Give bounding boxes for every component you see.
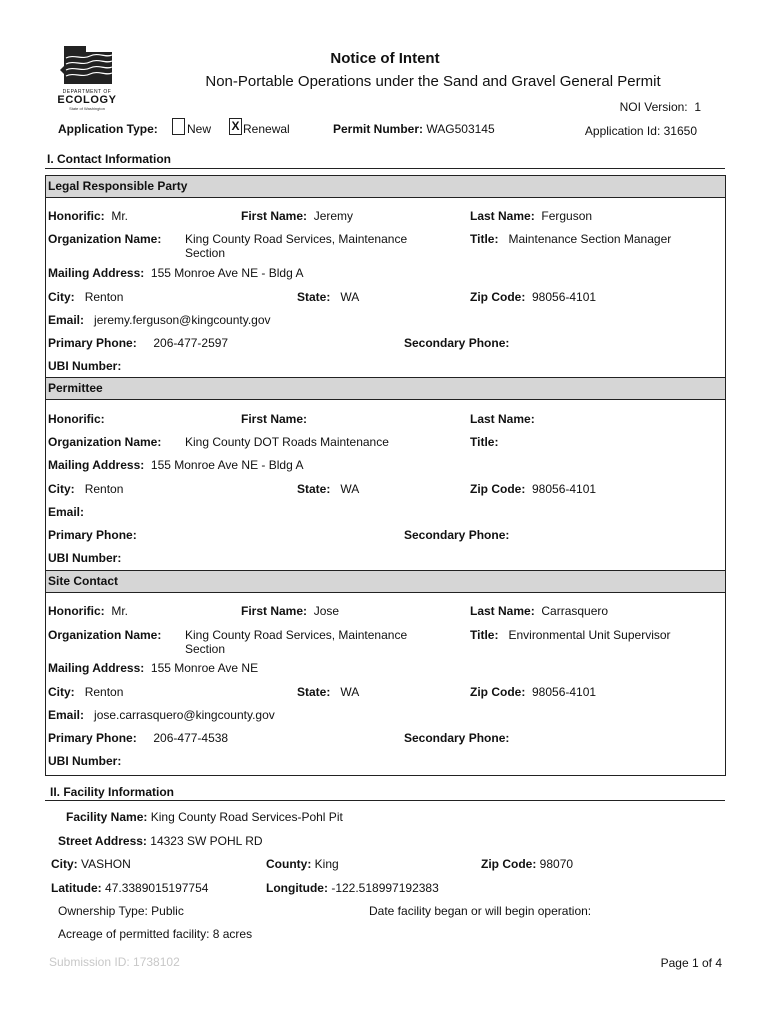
facility-latitude: Latitude: 47.3389015197754 xyxy=(51,881,209,895)
ecology-logo: DEPARTMENT OF ECOLOGY State of Washington xyxy=(56,44,118,111)
permittee-primary-phone: Primary Phone: xyxy=(48,528,137,542)
site-email: Email: jose.carrasquero@kingcounty.gov xyxy=(48,708,275,722)
legal-city: City: Renton xyxy=(48,290,124,304)
site-first-name: First Name: Jose xyxy=(241,604,340,618)
legal-honorific: Honorific: Mr. xyxy=(48,209,129,223)
facility-ownership: Ownership Type: Public xyxy=(58,904,184,918)
site-title: Title: Environmental Unit Supervisor xyxy=(470,628,671,642)
permittee-state: State: WA xyxy=(297,482,360,496)
permittee-title: Title: xyxy=(470,435,499,449)
renewal-checkbox[interactable]: X xyxy=(229,118,242,135)
legal-org-line1: King County Road Services, Maintenance xyxy=(185,232,408,246)
section-divider xyxy=(45,800,725,801)
facility-name: Facility Name: King County Road Services-Pohl Pit xyxy=(66,810,343,824)
facility-date-began: Date facility began or will begin operation: xyxy=(369,904,592,918)
permittee-first-name: First Name: xyxy=(241,412,308,426)
site-state: State: WA xyxy=(297,685,360,699)
permittee-city: City: Renton xyxy=(48,482,124,496)
legal-secondary-phone: Secondary Phone: xyxy=(404,336,510,350)
facility-longitude: Longitude: -122.518997192383 xyxy=(266,881,439,895)
facility-city: City: VASHON xyxy=(51,857,131,871)
permittee-email: Email: xyxy=(48,505,85,519)
site-contact-band: Site Contact xyxy=(45,570,726,593)
facility-acreage: Acreage of permitted facility: 8 acres xyxy=(58,927,253,941)
legal-email: Email: jeremy.ferguson@kingcounty.gov xyxy=(48,313,271,327)
site-org-label: Organization Name: xyxy=(48,628,162,642)
facility-zip: Zip Code: 98070 xyxy=(481,857,574,871)
site-honorific: Honorific: Mr. xyxy=(48,604,129,618)
permittee-last-name: Last Name: xyxy=(470,412,535,426)
facility-county: County: King xyxy=(266,857,339,871)
permittee-org: King County DOT Roads Maintenance xyxy=(185,435,389,449)
noi-version: NOI Version: 1 xyxy=(619,100,701,114)
permittee-ubi: UBI Number: xyxy=(48,551,122,565)
section-facility-heading: II. Facility Information xyxy=(50,785,175,799)
section-contact-heading: I. Contact Information xyxy=(47,152,171,166)
section-divider xyxy=(45,168,725,169)
permit-number: Permit Number: WAG503145 xyxy=(333,122,495,136)
permittee-zip: Zip Code: 98056-4101 xyxy=(470,482,597,496)
site-org-line2: Section xyxy=(185,642,226,656)
new-checkbox[interactable] xyxy=(172,118,185,135)
permittee-honorific: Honorific: xyxy=(48,412,105,426)
site-zip: Zip Code: 98056-4101 xyxy=(470,685,597,699)
page-number: Page 1 of 4 xyxy=(660,956,722,970)
permittee-mailing: Mailing Address: 155 Monroe Ave NE - Bldg A xyxy=(48,458,304,472)
facility-street: Street Address: 14323 SW POHL RD xyxy=(58,834,263,848)
legal-party-band: Legal Responsible Party xyxy=(45,175,726,198)
application-type-label: Application Type: xyxy=(58,122,158,136)
site-org-line1: King County Road Services, Maintenance xyxy=(185,628,408,642)
legal-mailing: Mailing Address: 155 Monroe Ave NE - Bldg A xyxy=(48,266,304,280)
legal-primary-phone: Primary Phone: 206-477-2597 xyxy=(48,336,229,350)
site-secondary-phone: Secondary Phone: xyxy=(404,731,510,745)
site-mailing: Mailing Address: 155 Monroe Ave NE xyxy=(48,661,259,675)
page-subtitle: Non-Portable Operations under the Sand and Gravel General Permit xyxy=(205,73,661,90)
legal-last-name: Last Name: Ferguson xyxy=(470,209,593,223)
site-city: City: Renton xyxy=(48,685,124,699)
legal-org-line2: Section xyxy=(185,246,226,260)
legal-first-name: First Name: Jeremy xyxy=(241,209,354,223)
legal-org-label: Organization Name: xyxy=(48,232,162,246)
legal-state: State: WA xyxy=(297,290,360,304)
submission-id: Submission ID: 1738102 xyxy=(49,955,180,969)
legal-ubi: UBI Number: xyxy=(48,359,122,373)
site-ubi: UBI Number: xyxy=(48,754,122,768)
renewal-label: Renewal xyxy=(243,122,290,136)
legal-zip: Zip Code: 98056-4101 xyxy=(470,290,597,304)
site-last-name: Last Name: Carrasquero xyxy=(470,604,609,618)
permittee-org-label: Organization Name: xyxy=(48,435,162,449)
site-primary-phone: Primary Phone: 206-477-4538 xyxy=(48,731,229,745)
application-id: Application Id: 31650 xyxy=(584,124,697,138)
permittee-secondary-phone: Secondary Phone: xyxy=(404,528,510,542)
new-label: New xyxy=(187,122,212,136)
page-title: Notice of Intent xyxy=(330,50,440,67)
legal-title: Title: Maintenance Section Manager xyxy=(470,232,672,246)
permittee-band: Permittee xyxy=(45,377,726,400)
